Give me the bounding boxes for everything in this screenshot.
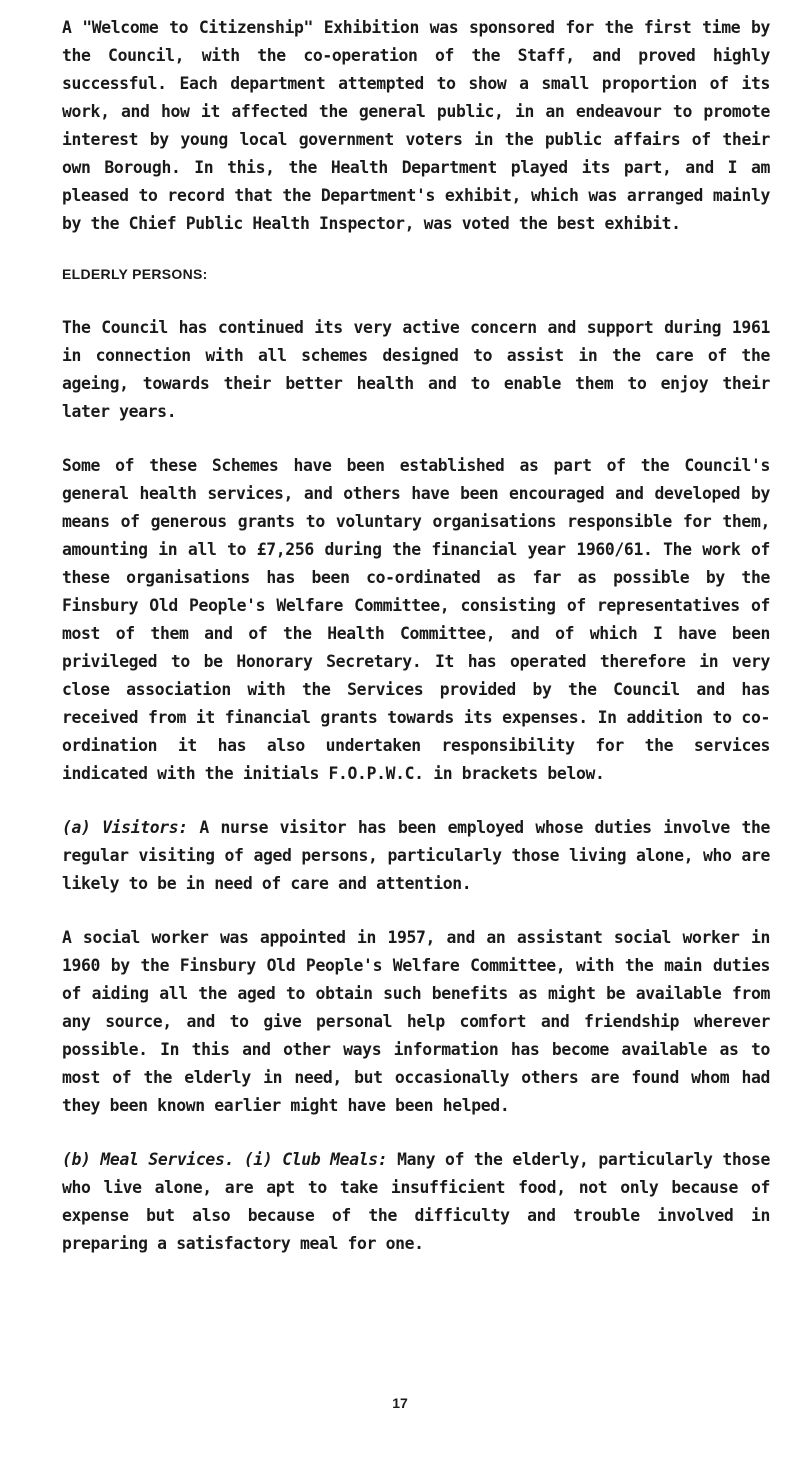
council-concern-paragraph: The Council has continued its very active concern and support during 1961 in connection with all schemes designed to assist in the care of the ageing, towards their better health and to enable them to enjoy their later years. [62,318,770,421]
meal-services-lead: (b) Meal Services. (i) Club Meals: [62,1150,388,1169]
meal-services-body: Many of the elderly, particularly those who live alone, are apt to take insufficient food, not only because of expense but also because of the difficulty and trouble involved in preparing a satisfactory meal for one. [62,1150,770,1253]
visitors-lead: (a) Visitors: [62,818,188,837]
social-worker-paragraph: A social worker was appointed in 1957, and an assistant social worker in 1960 by the Finsbury Old People's Welfare Committee, with the main duties of aiding all the aged to obtain such benefits as might be available from any source, and to give personal help comfort and friendship wherever possible. In this and other ways information has become available as to most of the elderly in need, but occasionally others are found whom had they been known earlier might have been helped. [62,928,770,1115]
page-number: 17 [392,1395,408,1411]
visitors-body: A nurse visitor has been employed whose duties involve the regular visiting of aged persons, particularly those living alone, who are likely to be in need of care and attention. [62,818,771,893]
document-page [62,14,770,1258]
visitors-paragraph [62,814,770,898]
schemes-paragraph: Some of these Schemes have been established as part of the Council's general health services, and others have been encouraged and developed by means of generous grants to voluntary organisations responsible for them, amounting in all to £7,256 during the financial year 1960/61. The work of these organisations has been co-ordinated as far as possible by the Finsbury Old People's Welfare Committee, consisting of representatives of most of them and of the Health Committee, and of which I have been privileged to be Honorary Secretary. It has operated therefore in very close association with the Services provided by the Council and has received from it financial grants towards its expenses. In addition to co-ordination it has also undertaken responsibility for the services indicated with the initials F.O.P.W.C. in brackets below. [62,456,770,783]
section-heading-elderly-persons: ELDERLY PERSONS: [62,266,208,282]
meal-services-paragraph [62,1146,770,1258]
exhibition-paragraph: A "Welcome to Citizenship" Exhibition was sponsored for the first time by the Council, with the co-operation of the Staff, and proved highly successful. Each department attempted to show a small proportion of its work, and how it affected the general public, in an endeavour to promote interest by young local government voters in the public affairs of their own Borough. In this, the Health Department played its part, and I am pleased to record that the Department's exhibit, which was arranged mainly by the Chief Public Health Inspector, was voted the best exhibit. [62,18,770,233]
